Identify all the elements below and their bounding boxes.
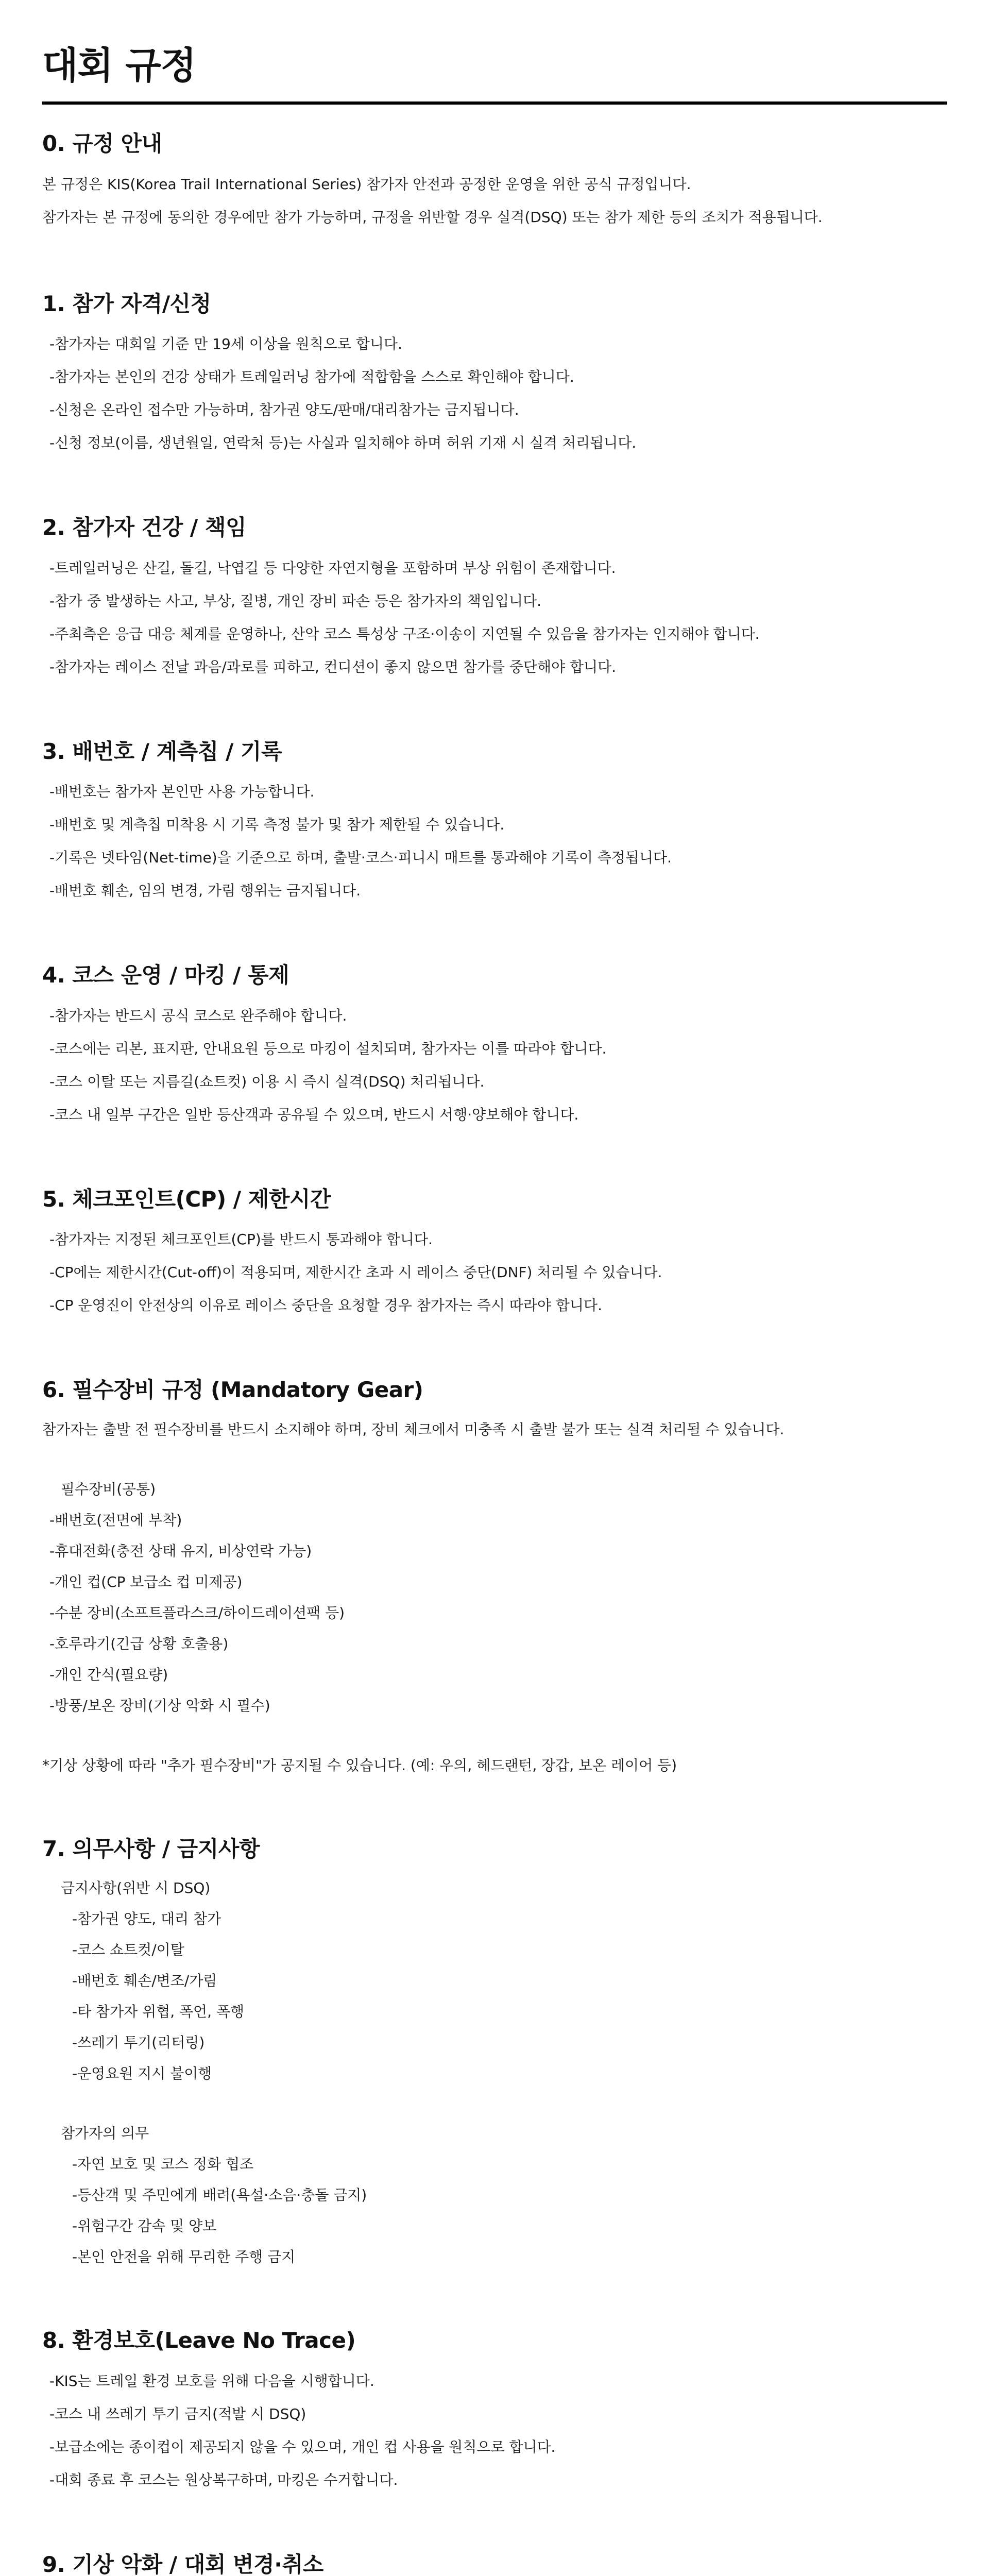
section-heading: 7. 의무사항 / 금지사항 — [42, 1836, 260, 1861]
rule-section-3 — [42, 738, 947, 908]
rule-line: -보급소에는 종이컵이 제공되지 않을 수 있으며, 개인 컵 사용을 원칙으로 합니다. — [49, 2438, 556, 2455]
rule-line: -운영요원 지시 불이행 — [72, 2065, 212, 2082]
rule-line: -개인 컵(CP 보급소 컵 미제공) — [49, 1573, 243, 1590]
rule-line: -방풍/보온 장비(기상 악화 시 필수) — [49, 1697, 270, 1714]
rules-sections — [42, 130, 947, 2576]
section-heading: 2. 참가자 건강 / 책임 — [42, 515, 247, 540]
rule-line: -참가자는 본인의 건강 상태가 트레일러닝 참가에 적합함을 스스로 확인해야 합니다. — [49, 368, 574, 386]
section-heading: 4. 코스 운영 / 마킹 / 통제 — [42, 962, 289, 988]
rule-line: -배번호는 참가자 본인만 사용 가능합니다. — [49, 783, 315, 801]
rule-line: -배번호(전면에 부착) — [49, 1511, 182, 1529]
rule-line: -쓰레기 투기(리터링) — [72, 2034, 205, 2052]
rule-section-9 — [42, 2551, 947, 2576]
rule-line: -대회 종료 후 코스는 원상복구하며, 마킹은 수거합니다. — [49, 2471, 398, 2488]
rule-line: -참가자는 대회일 기준 만 19세 이상을 원칙으로 합니다. — [49, 335, 402, 353]
rule-line: -주최측은 응급 대응 체계를 운영하나, 산악 코스 특성상 구조·이송이 지연될 수 있음을 참가자는 인지해야 합니다. — [49, 625, 760, 642]
section-heading: 0. 규정 안내 — [42, 131, 162, 157]
section-heading: 6. 필수장비 규정 (Mandatory Gear) — [42, 1377, 423, 1403]
rule-line: -KIS는 트레일 환경 보호를 위해 다음을 시행합니다. — [49, 2372, 374, 2389]
rule-line: -자연 보호 및 코스 정화 협조 — [72, 2156, 254, 2173]
rule-line: -휴대전화(충전 상태 유지, 비상연락 가능) — [49, 1542, 312, 1560]
section-heading: 9. 기상 악화 / 대회 변경·취소 — [42, 2551, 323, 2576]
rule-line: -신청 정보(이름, 생년월일, 연락처 등)는 사실과 일치해야 하며 허위 기재 시 실격 처리됩니다. — [49, 434, 637, 452]
rule-line: -본인 안전을 위해 무리한 주행 금지 — [72, 2248, 296, 2266]
rule-line: -트레일러닝은 산길, 돌길, 낙엽길 등 다양한 자연지형을 포함하며 부상 위험이 존재합니다. — [49, 559, 616, 577]
rule-section-6 — [42, 1377, 947, 1781]
rule-line: -참가자는 반드시 공식 코스로 완주해야 합니다. — [49, 1007, 347, 1024]
title-divider — [42, 101, 947, 105]
rule-section-5 — [42, 1186, 947, 1323]
rule-line: -참가자는 레이스 전날 과음/과로를 피하고, 컨디션이 좋지 않으면 참가를 중단해야 합니다. — [49, 658, 617, 675]
rule-section-2 — [42, 514, 947, 684]
rule-line: -배번호 훼손, 임의 변경, 가림 행위는 금지됩니다. — [49, 882, 361, 900]
rule-section-8 — [42, 2327, 947, 2497]
rule-line: -코스 이탈 또는 지름길(쇼트컷) 이용 시 즉시 실격(DSQ) 처리됩니다. — [49, 1073, 485, 1090]
rule-line: 참가자의 의무 — [61, 2125, 149, 2142]
paragraph-spacer — [42, 2089, 947, 2118]
rule-line: 참가자는 본 규정에 동의한 경우에만 참가 가능하며, 규정을 위반할 경우 실격(DSQ) 또는 참가 제한 등의 조치가 적용됩니다. — [42, 208, 823, 226]
page-title: 대회 규정 — [42, 44, 196, 87]
paragraph-spacer — [42, 1721, 947, 1750]
rule-line: -코스 쇼트컷/이탈 — [72, 1941, 184, 1959]
section-heading: 8. 환경보호(Leave No Trace) — [42, 2328, 356, 2353]
rule-line: -배번호 및 계측칩 미착용 시 기록 측정 불가 및 참가 제한될 수 있습니다. — [49, 816, 505, 834]
rule-line: -참가권 양도, 대리 참가 — [72, 1910, 221, 1928]
rule-line: -참가 중 발생하는 사고, 부상, 질병, 개인 장비 파손 등은 참가자의 책임입니다. — [49, 592, 542, 609]
rule-line: 금지사항(위반 시 DSQ) — [61, 1879, 211, 1897]
rule-line: -배번호 훼손/변조/가림 — [72, 1972, 217, 1990]
rule-section-4 — [42, 962, 947, 1131]
rule-section-1 — [42, 291, 947, 460]
rule-line: 본 규정은 KIS(Korea Trail International Series) 참가자 안전과 공정한 운영을 위한 공식 규정입니다. — [42, 175, 691, 193]
rule-line: -수분 장비(소프트플라스크/하이드레이션팩 등) — [49, 1604, 345, 1621]
rule-line: -신청은 온라인 접수만 가능하며, 참가권 양도/판매/대리참가는 금지됩니다. — [49, 401, 519, 419]
rule-line: 참가자는 출발 전 필수장비를 반드시 소지해야 하며, 장비 체크에서 미충족 시 출발 불가 또는 실격 처리될 수 있습니다. — [42, 1420, 785, 1438]
rule-section-7 — [42, 1836, 947, 2273]
rule-line: -호루라기(긴급 상황 호출용) — [49, 1635, 229, 1652]
paragraph-spacer — [42, 1445, 947, 1474]
rule-line: -개인 간식(필요량) — [49, 1666, 168, 1683]
rule-line: -CP 운영진이 안전상의 이유로 레이스 중단을 요청할 경우 참가자는 즉시 따라야 합니다. — [49, 1297, 602, 1314]
rule-section-0 — [42, 130, 947, 234]
rule-line: -등산객 및 주민에게 배려(욕설·소음·충돌 금지) — [72, 2187, 367, 2204]
section-heading: 5. 체크포인트(CP) / 제한시간 — [42, 1186, 331, 1212]
rule-line: -코스 내 일부 구간은 일반 등산객과 공유될 수 있으며, 반드시 서행·양보해야 합니다. — [49, 1106, 579, 1123]
rule-line: -참가자는 지정된 체크포인트(CP)를 반드시 통과해야 합니다. — [49, 1231, 433, 1248]
section-heading: 1. 참가 자격/신청 — [42, 291, 211, 316]
rule-line: -CP에는 제한시간(Cut-off)이 적용되며, 제한시간 초과 시 레이스 중단(DNF) 처리될 수 있습니다. — [49, 1264, 662, 1281]
rule-line: -코스에는 리본, 표지판, 안내요원 등으로 마킹이 설치되며, 참가자는 이를 따라야 합니다. — [49, 1040, 607, 1057]
rule-line: -위험구간 감속 및 양보 — [72, 2217, 217, 2235]
section-heading: 3. 배번호 / 계측칩 / 기록 — [42, 738, 282, 764]
rule-line: -기록은 넷타임(Net-time)을 기준으로 하며, 출발·코스·피니시 매트를 통과해야 기록이 측정됩니다. — [49, 849, 672, 867]
rule-line: *기상 상황에 따라 "추가 필수장비"가 공지될 수 있습니다. (예: 우의, 헤드랜턴, 장갑, 보온 레이어 등) — [42, 1756, 677, 1774]
rule-line: -코스 내 쓰레기 투기 금지(적발 시 DSQ) — [49, 2405, 306, 2422]
rule-line: 필수장비(공통) — [61, 1480, 156, 1498]
rule-line: -타 참가자 위협, 폭언, 폭행 — [72, 2003, 244, 2021]
